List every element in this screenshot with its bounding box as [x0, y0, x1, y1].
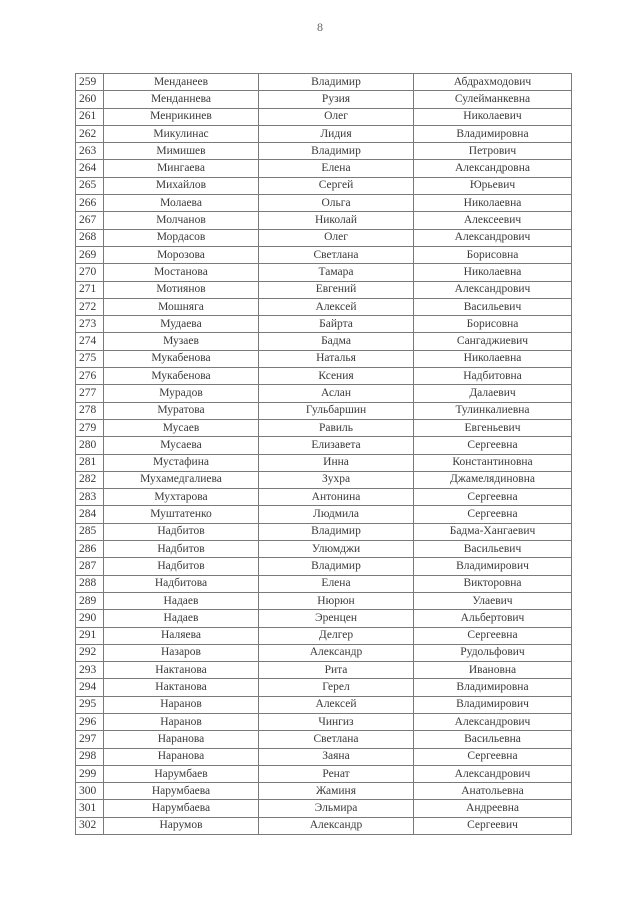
- patronymic-cell: Альбертович: [414, 610, 572, 627]
- row-number: 283: [76, 489, 104, 506]
- first-name-cell: Равиль: [259, 419, 414, 436]
- table-row: [76, 627, 572, 644]
- patronymic-cell: Викторовна: [414, 575, 572, 592]
- surname-cell: Мусаева: [104, 437, 259, 454]
- patronymic-cell: Константиновна: [414, 454, 572, 471]
- row-number: 279: [76, 419, 104, 436]
- row-number: 294: [76, 679, 104, 696]
- surname-cell: Нактанова: [104, 679, 259, 696]
- patronymic-cell: Сангаджиевич: [414, 333, 572, 350]
- row-number: 286: [76, 541, 104, 558]
- first-name-cell: Ксения: [259, 368, 414, 385]
- surname-cell: Мостанова: [104, 264, 259, 281]
- table-row: [76, 212, 572, 229]
- table-row: [76, 368, 572, 385]
- table-row: [76, 506, 572, 523]
- row-number: 291: [76, 627, 104, 644]
- first-name-cell: Тамара: [259, 264, 414, 281]
- row-number: 293: [76, 662, 104, 679]
- table-row: [76, 523, 572, 540]
- table-row: [76, 575, 572, 592]
- patronymic-cell: Сергеевна: [414, 506, 572, 523]
- patronymic-cell: Владимирович: [414, 558, 572, 575]
- table-row: [76, 143, 572, 160]
- patronymic-cell: Джамелядиновна: [414, 471, 572, 488]
- row-number: 289: [76, 592, 104, 609]
- first-name-cell: Алексей: [259, 696, 414, 713]
- row-number: 300: [76, 783, 104, 800]
- row-number: 272: [76, 298, 104, 315]
- first-name-cell: Нюрюн: [259, 592, 414, 609]
- patronymic-cell: Петрович: [414, 143, 572, 160]
- patronymic-cell: Улаевич: [414, 592, 572, 609]
- table-row: [76, 246, 572, 263]
- patronymic-cell: Бадма-Хангаевич: [414, 523, 572, 540]
- table-row: [76, 817, 572, 834]
- first-name-cell: Сергей: [259, 177, 414, 194]
- table-row: [76, 298, 572, 315]
- row-number: 298: [76, 748, 104, 765]
- table-row: [76, 316, 572, 333]
- row-number: 292: [76, 644, 104, 661]
- patronymic-cell: Далаевич: [414, 385, 572, 402]
- first-name-cell: Николай: [259, 212, 414, 229]
- patronymic-cell: Николаевна: [414, 264, 572, 281]
- patronymic-cell: Владимирович: [414, 696, 572, 713]
- patronymic-cell: Евгеньевич: [414, 419, 572, 436]
- surname-cell: Микулинас: [104, 125, 259, 142]
- patronymic-cell: Александровна: [414, 160, 572, 177]
- first-name-cell: Елена: [259, 575, 414, 592]
- first-name-cell: Владимир: [259, 74, 414, 91]
- surname-cell: Наранова: [104, 731, 259, 748]
- row-number: 262: [76, 125, 104, 142]
- table-row: [76, 74, 572, 91]
- first-name-cell: Эренцен: [259, 610, 414, 627]
- first-name-cell: Чингиз: [259, 713, 414, 730]
- surname-cell: Надаев: [104, 610, 259, 627]
- surname-cell: Морозова: [104, 246, 259, 263]
- first-name-cell: Владимир: [259, 143, 414, 160]
- surname-cell: Мудаева: [104, 316, 259, 333]
- patronymic-cell: Надбитовна: [414, 368, 572, 385]
- surname-cell: Назаров: [104, 644, 259, 661]
- surname-cell: Мухамедгалиева: [104, 471, 259, 488]
- table-row: [76, 437, 572, 454]
- patronymic-cell: Рудольфович: [414, 644, 572, 661]
- surname-cell: Надбитов: [104, 558, 259, 575]
- row-number: 276: [76, 368, 104, 385]
- table-row: [76, 765, 572, 782]
- table-row: [76, 489, 572, 506]
- first-name-cell: Гульбаршин: [259, 402, 414, 419]
- table-row: [76, 541, 572, 558]
- patronymic-cell: Владимировна: [414, 125, 572, 142]
- first-name-cell: Антонина: [259, 489, 414, 506]
- table-row: [76, 644, 572, 661]
- row-number: 260: [76, 91, 104, 108]
- surname-cell: Мукабенова: [104, 350, 259, 367]
- surname-cell: Музаев: [104, 333, 259, 350]
- page-number: 8: [317, 20, 323, 34]
- row-number: 264: [76, 160, 104, 177]
- row-number: 281: [76, 454, 104, 471]
- table-row: [76, 91, 572, 108]
- surname-cell: Мухтарова: [104, 489, 259, 506]
- patronymic-cell: Васильевна: [414, 731, 572, 748]
- first-name-cell: Инна: [259, 454, 414, 471]
- row-number: 278: [76, 402, 104, 419]
- surname-cell: Мингаева: [104, 160, 259, 177]
- first-name-cell: Делгер: [259, 627, 414, 644]
- table-row: [76, 402, 572, 419]
- patronymic-cell: Александрович: [414, 281, 572, 298]
- row-number: 267: [76, 212, 104, 229]
- surname-cell: Муратова: [104, 402, 259, 419]
- surname-cell: Нарумбаева: [104, 783, 259, 800]
- table-row: [76, 592, 572, 609]
- table-row: [76, 333, 572, 350]
- first-name-cell: Герел: [259, 679, 414, 696]
- row-number: 284: [76, 506, 104, 523]
- patronymic-cell: Сулейманкевна: [414, 91, 572, 108]
- table-row: [76, 385, 572, 402]
- row-number: 302: [76, 817, 104, 834]
- table-row: [76, 195, 572, 212]
- first-name-cell: Рузия: [259, 91, 414, 108]
- table-row: [76, 696, 572, 713]
- row-number: 271: [76, 281, 104, 298]
- first-name-cell: Наталья: [259, 350, 414, 367]
- first-name-cell: Олег: [259, 108, 414, 125]
- row-number: 261: [76, 108, 104, 125]
- row-number: 299: [76, 765, 104, 782]
- surname-cell: Наранов: [104, 696, 259, 713]
- surname-cell: Мурадов: [104, 385, 259, 402]
- table-row: [76, 662, 572, 679]
- table-row: [76, 229, 572, 246]
- table-row: [76, 558, 572, 575]
- surname-cell: Наранов: [104, 713, 259, 730]
- row-number: 280: [76, 437, 104, 454]
- roster-table: [75, 73, 572, 835]
- table-row: [76, 713, 572, 730]
- patronymic-cell: Александрович: [414, 765, 572, 782]
- table-row: [76, 108, 572, 125]
- surname-cell: Надбитов: [104, 541, 259, 558]
- first-name-cell: Зухра: [259, 471, 414, 488]
- table-row: [76, 800, 572, 817]
- surname-cell: Мордасов: [104, 229, 259, 246]
- first-name-cell: Александр: [259, 817, 414, 834]
- first-name-cell: Рита: [259, 662, 414, 679]
- row-number: 277: [76, 385, 104, 402]
- patronymic-cell: Сергеевич: [414, 817, 572, 834]
- row-number: 259: [76, 74, 104, 91]
- first-name-cell: Улюмджи: [259, 541, 414, 558]
- row-number: 265: [76, 177, 104, 194]
- surname-cell: Нактанова: [104, 662, 259, 679]
- patronymic-cell: Борисовна: [414, 246, 572, 263]
- first-name-cell: Байрта: [259, 316, 414, 333]
- table-row: [76, 610, 572, 627]
- patronymic-cell: Сергеевна: [414, 627, 572, 644]
- patronymic-cell: Абдрахмодович: [414, 74, 572, 91]
- first-name-cell: Алексей: [259, 298, 414, 315]
- first-name-cell: Бадма: [259, 333, 414, 350]
- first-name-cell: Людмила: [259, 506, 414, 523]
- first-name-cell: Александр: [259, 644, 414, 661]
- row-number: 270: [76, 264, 104, 281]
- table-row: [76, 177, 572, 194]
- row-number: 282: [76, 471, 104, 488]
- first-name-cell: Владимир: [259, 558, 414, 575]
- table-row: [76, 264, 572, 281]
- table-row: [76, 160, 572, 177]
- row-number: 288: [76, 575, 104, 592]
- first-name-cell: Ренат: [259, 765, 414, 782]
- roster-body: [76, 74, 572, 835]
- row-number: 287: [76, 558, 104, 575]
- table-row: [76, 731, 572, 748]
- surname-cell: Надбитов: [104, 523, 259, 540]
- patronymic-cell: Алексеевич: [414, 212, 572, 229]
- first-name-cell: Елизавета: [259, 437, 414, 454]
- patronymic-cell: Анатольевна: [414, 783, 572, 800]
- first-name-cell: Лидия: [259, 125, 414, 142]
- row-number: 295: [76, 696, 104, 713]
- row-number: 263: [76, 143, 104, 160]
- row-number: 266: [76, 195, 104, 212]
- first-name-cell: Светлана: [259, 246, 414, 263]
- row-number: 269: [76, 246, 104, 263]
- patronymic-cell: Николаевна: [414, 350, 572, 367]
- row-number: 296: [76, 713, 104, 730]
- surname-cell: Нарумбаев: [104, 765, 259, 782]
- surname-cell: Нарумов: [104, 817, 259, 834]
- surname-cell: Менданеев: [104, 74, 259, 91]
- surname-cell: Мукабенова: [104, 368, 259, 385]
- surname-cell: Менрикинев: [104, 108, 259, 125]
- table-row: [76, 679, 572, 696]
- table-row: [76, 419, 572, 436]
- patronymic-cell: Сергеевна: [414, 489, 572, 506]
- surname-cell: Мусаев: [104, 419, 259, 436]
- surname-cell: Молчанов: [104, 212, 259, 229]
- surname-cell: Нарумбаева: [104, 800, 259, 817]
- table-row: [76, 350, 572, 367]
- row-number: 285: [76, 523, 104, 540]
- first-name-cell: Евгений: [259, 281, 414, 298]
- surname-cell: Мошняга: [104, 298, 259, 315]
- patronymic-cell: Васильевич: [414, 298, 572, 315]
- patronymic-cell: Александрович: [414, 229, 572, 246]
- row-number: 290: [76, 610, 104, 627]
- patronymic-cell: Андреевна: [414, 800, 572, 817]
- table-row: [76, 471, 572, 488]
- row-number: 301: [76, 800, 104, 817]
- table-row: [76, 125, 572, 142]
- patronymic-cell: Васильевич: [414, 541, 572, 558]
- surname-cell: Мимишев: [104, 143, 259, 160]
- table-row: [76, 748, 572, 765]
- surname-cell: Надаев: [104, 592, 259, 609]
- first-name-cell: Светлана: [259, 731, 414, 748]
- row-number: 297: [76, 731, 104, 748]
- first-name-cell: Эльмира: [259, 800, 414, 817]
- row-number: 273: [76, 316, 104, 333]
- patronymic-cell: Борисовна: [414, 316, 572, 333]
- first-name-cell: Елена: [259, 160, 414, 177]
- patronymic-cell: Юрьевич: [414, 177, 572, 194]
- surname-cell: Мотиянов: [104, 281, 259, 298]
- surname-cell: Михайлов: [104, 177, 259, 194]
- table-row: [76, 783, 572, 800]
- surname-cell: Менданнева: [104, 91, 259, 108]
- first-name-cell: Олег: [259, 229, 414, 246]
- row-number: 268: [76, 229, 104, 246]
- first-name-cell: Аслан: [259, 385, 414, 402]
- patronymic-cell: Владимировна: [414, 679, 572, 696]
- patronymic-cell: Сергеевна: [414, 748, 572, 765]
- patronymic-cell: Тулинкалиевна: [414, 402, 572, 419]
- first-name-cell: Заяна: [259, 748, 414, 765]
- first-name-cell: Жаминя: [259, 783, 414, 800]
- surname-cell: Молаева: [104, 195, 259, 212]
- first-name-cell: Ольга: [259, 195, 414, 212]
- surname-cell: Надбитова: [104, 575, 259, 592]
- row-number: 274: [76, 333, 104, 350]
- surname-cell: Мустафина: [104, 454, 259, 471]
- row-number: 275: [76, 350, 104, 367]
- patronymic-cell: Николаевич: [414, 108, 572, 125]
- patronymic-cell: Сергеевна: [414, 437, 572, 454]
- surname-cell: Муштатенко: [104, 506, 259, 523]
- first-name-cell: Владимир: [259, 523, 414, 540]
- patronymic-cell: Ивановна: [414, 662, 572, 679]
- patronymic-cell: Николаевна: [414, 195, 572, 212]
- table-row: [76, 454, 572, 471]
- table-row: [76, 281, 572, 298]
- surname-cell: Наляева: [104, 627, 259, 644]
- surname-cell: Наранова: [104, 748, 259, 765]
- patronymic-cell: Александрович: [414, 713, 572, 730]
